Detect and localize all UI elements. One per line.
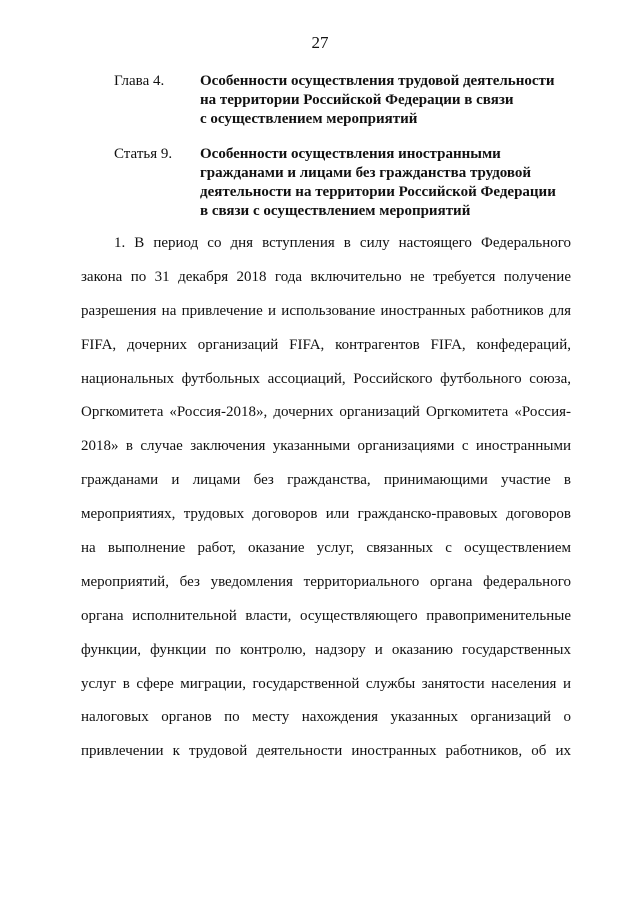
body-line: привлечении к трудовой деятельности иностранных работников, об их xyxy=(81,743,571,760)
body-line: закона по 31 декабря 2018 года включительно не требуется получение xyxy=(81,268,571,285)
body-line: на выполнение работ, оказание услуг, связанных с осуществлением xyxy=(81,540,571,557)
article-title-line: гражданами и лицами без гражданства трудовой xyxy=(200,165,532,181)
body-line: функции, функции по контролю, надзору и оказанию государственных xyxy=(81,641,571,658)
body-line: мероприятий, без уведомления территориального органа федерального xyxy=(81,573,571,590)
article-title xyxy=(200,145,584,221)
article-heading xyxy=(114,145,584,221)
article-title-line: деятельности на территории Российской Федерации xyxy=(200,184,556,200)
body-line: Оргкомитета «Россия-2018», дочерних организаций Оргкомитета «Россия- xyxy=(81,404,571,421)
article-title-line: Особенности осуществления иностранными xyxy=(200,146,501,162)
body-line: 2018» в случае заключения указанными организациями с иностранными xyxy=(81,438,571,455)
chapter-title-line: Особенности осуществления трудовой деятельности xyxy=(200,73,555,89)
body-line: услуг в сфере миграции, государственной службы занятости населения и xyxy=(81,675,571,692)
article-label: Статья 9. xyxy=(114,146,173,162)
body-paragraph xyxy=(81,233,571,775)
body-line: налоговых органов по месту нахождения указанных организаций о xyxy=(81,709,571,726)
chapter-title-line: на территории Российской Федерации в связи xyxy=(200,92,514,108)
article-title-line: в связи с осуществлением мероприятий xyxy=(200,203,471,219)
body-line: FIFA, дочерних организаций FIFA, контрагентов FIFA, конфедераций, xyxy=(81,336,571,353)
page-number: 27 xyxy=(311,33,329,52)
chapter-title-line: с осуществлением мероприятий xyxy=(200,111,418,127)
body-line: мероприятиях, трудовых договоров или гражданско-правовых договоров xyxy=(81,506,571,523)
chapter-label: Глава 4. xyxy=(114,73,165,89)
body-line: разрешения на привлечение и использование иностранных работников для xyxy=(81,302,571,319)
body-line: 1. В период со дня вступления в силу настоящего Федерального xyxy=(114,235,571,251)
chapter-heading xyxy=(114,72,584,129)
body-line: органа исполнительной власти, осуществляющего правоприменительные xyxy=(81,607,571,624)
body-line: национальных футбольных ассоциаций, Российского футбольного союза, xyxy=(81,370,571,387)
body-line: гражданами и лицами без гражданства, принимающими участие в xyxy=(81,472,571,489)
chapter-title xyxy=(200,72,584,129)
